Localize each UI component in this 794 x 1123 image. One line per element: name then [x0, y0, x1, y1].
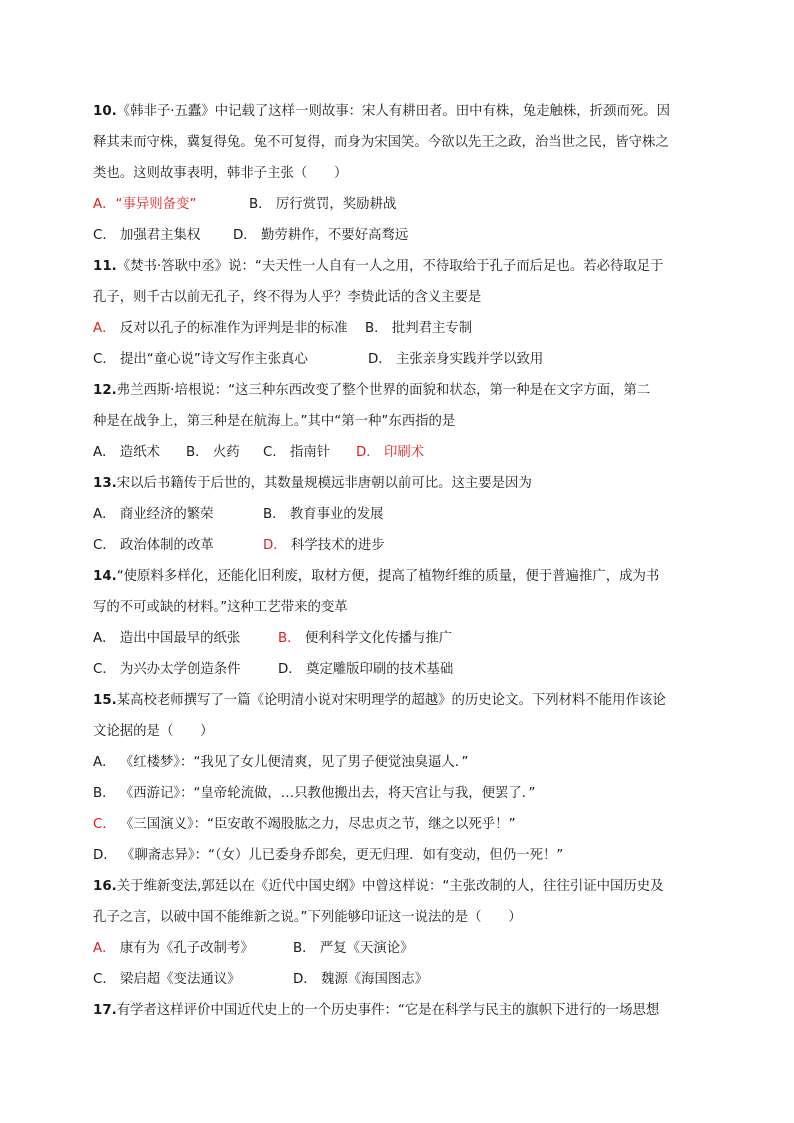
- option-a: A． 造纸术: [93, 445, 160, 460]
- question-16-options-cd: [93, 964, 705, 995]
- question-number: 12.: [93, 383, 117, 398]
- question-text: “使原料多样化，还能化旧利废，取材方便，提高了植物纤维的质量，便于普遍推广，成为书: [116, 569, 660, 584]
- question-14-options-ab: [93, 623, 705, 654]
- option-a-label: A．: [93, 321, 116, 336]
- question-number: 14.: [93, 569, 117, 584]
- option-a: A． 商业经济的繁荣: [93, 507, 214, 522]
- option-b: B． 教育事业的发展: [263, 507, 384, 522]
- option-c: C． 提出“童心说”诗文写作主张真心: [93, 352, 308, 367]
- option-b: B． 批判君主专制: [365, 321, 473, 336]
- option-b: B． 严复《天演论》: [293, 941, 414, 956]
- question-number: 10.: [93, 104, 117, 119]
- question-number: 13.: [93, 476, 117, 491]
- question-11-line-2: 孔子，则千古以前无孔子，终不得为人乎？李贽此话的含义主要是: [93, 290, 482, 305]
- question-13-line-1: [93, 468, 705, 499]
- question-15-option-d: D． 《聊斋志异》：“（女）儿已委身乔郎矣，更无归理．如有变动，但仍一死！”: [93, 848, 564, 863]
- question-12-line-1: [93, 375, 705, 406]
- question-15-option-c: [93, 809, 705, 840]
- option-d: D． 勤劳耕作，不要好高骛远: [233, 228, 409, 243]
- question-14-line-2: 写的不可或缺的材料。”这种工艺带来的变革: [93, 600, 348, 615]
- option-c-label: C．: [93, 817, 116, 832]
- option-b: [278, 623, 452, 654]
- question-15-option-a: A． 《红楼梦》：“我见了女儿便清爽，见了男子便觉浊臭逼人．”: [93, 755, 469, 770]
- option-b: B． 火药: [186, 445, 240, 460]
- question-12-options: [93, 437, 705, 468]
- question-16-line-1: [93, 871, 705, 902]
- question-text: 《韩非子·五蠹》中记载了这样一则故事：宋人有耕田者。田中有株，兔走触株，折颈而死。因: [116, 104, 671, 119]
- question-14-options-cd: [93, 654, 705, 685]
- question-number: 16.: [93, 879, 117, 894]
- question-12-line-2: 种是在战争上，第三种是在航海上。”其中“第一种”东西指的是: [93, 414, 456, 429]
- option-c-text: 《三国演义》：“臣安敢不竭股肱之力，尽忠贞之节，继之以死乎！”: [115, 817, 516, 832]
- question-10-options-cd: [93, 220, 705, 251]
- question-13-options-cd: [93, 530, 705, 561]
- question-10-options-ab: [93, 189, 705, 220]
- question-11-line-1: [93, 251, 705, 282]
- question-15-line-1: [93, 685, 705, 716]
- question-16-line-2: 孔子之言，以破中国不能维新之说。”下列能够印证这一说法的是（ ）: [93, 910, 522, 925]
- question-text: 弗兰西斯·培根说：“这三种东西改变了整个世界的面貌和状态，第一种是在文字方面，第二: [116, 383, 651, 398]
- option-c: C． 为兴办太学创造条件: [93, 662, 241, 677]
- question-14-line-1: [93, 561, 705, 592]
- option-d: D． 印刷术: [356, 445, 425, 460]
- question-15-option-b: B． 《西游记》：“皇帝轮流做，…只教他搬出去，将天宫让与我，便罢了．”: [93, 786, 536, 801]
- question-number: 15.: [93, 693, 117, 708]
- option-a: [93, 313, 365, 344]
- question-number: 17.: [93, 1003, 117, 1018]
- option-d: D． 主张亲身实践并学以致用: [368, 352, 544, 367]
- question-text: 《焚书·答耿中丞》说：“夫天性一人自有一人之用，不待取给于孔子而后足也。若必待取足于: [116, 259, 664, 274]
- document-page: [93, 96, 705, 1026]
- question-11-options-ab: [93, 313, 705, 344]
- option-c: C． 政治体制的改革: [93, 538, 214, 553]
- question-text: 宋以后书籍传于后世的，其数量规模远非唐朝以前可比。这主要是因为: [116, 476, 532, 491]
- option-b-text: 便利科学文化传播与推广: [300, 631, 453, 646]
- question-text: 关于维新变法,郭廷以在《近代中国史纲》中曾这样说：“主张改制的人，往往引证中国历史及: [116, 879, 664, 894]
- question-15-line-2: 文论据的是（ ）: [93, 724, 214, 739]
- option-c: C． 指南针: [263, 445, 331, 460]
- question-16-options-ab: [93, 933, 705, 964]
- option-d-text: 科学技术的进步: [286, 538, 385, 553]
- question-13-options-ab: [93, 499, 705, 530]
- option-d: D． 魏源《海国图志》: [293, 972, 429, 987]
- option-a: A． 造出中国最早的纸张: [93, 631, 241, 646]
- option-a: [93, 933, 293, 964]
- question-17-line-1: [93, 995, 705, 1026]
- option-c: C． 梁启超《变法通议》: [93, 972, 241, 987]
- question-text: 某高校老师撰写了一篇《论明清小说对宋明理学的超越》的历史论文。下列材料不能用作该论: [116, 693, 666, 708]
- option-a: A．“事异则备变”: [93, 197, 197, 212]
- question-text: 有学者这样评价中国近代史上的一个历史事件：“它是在科学与民主的旗帜下进行的一场思想: [116, 1003, 660, 1018]
- option-c: C． 加强君主集权: [93, 228, 201, 243]
- option-d: [263, 530, 385, 561]
- option-d: D． 奠定雕版印刷的技术基础: [278, 662, 454, 677]
- question-number: 11.: [93, 259, 117, 274]
- option-a-text: 康有为《孔子改制考》: [115, 941, 254, 956]
- question-10-line-1: [93, 96, 705, 127]
- option-b-label: B．: [278, 631, 301, 646]
- question-10-line-3: 类也。这则故事表明，韩非子主张（ ）: [93, 166, 348, 181]
- option-a-text: 反对以孔子的标准作为评判是非的标准: [115, 321, 348, 336]
- question-11-options-cd: [93, 344, 705, 375]
- question-10-line-2: 释其耒而守株，冀复得兔。兔不可复得，而身为宋国笑。今欲以先王之政，治当世之民，皆守株之: [93, 135, 669, 150]
- option-d-label: D．: [263, 538, 287, 553]
- option-a-label: A．: [93, 941, 116, 956]
- option-b: B． 厉行赏罚，奖励耕战: [249, 197, 397, 212]
